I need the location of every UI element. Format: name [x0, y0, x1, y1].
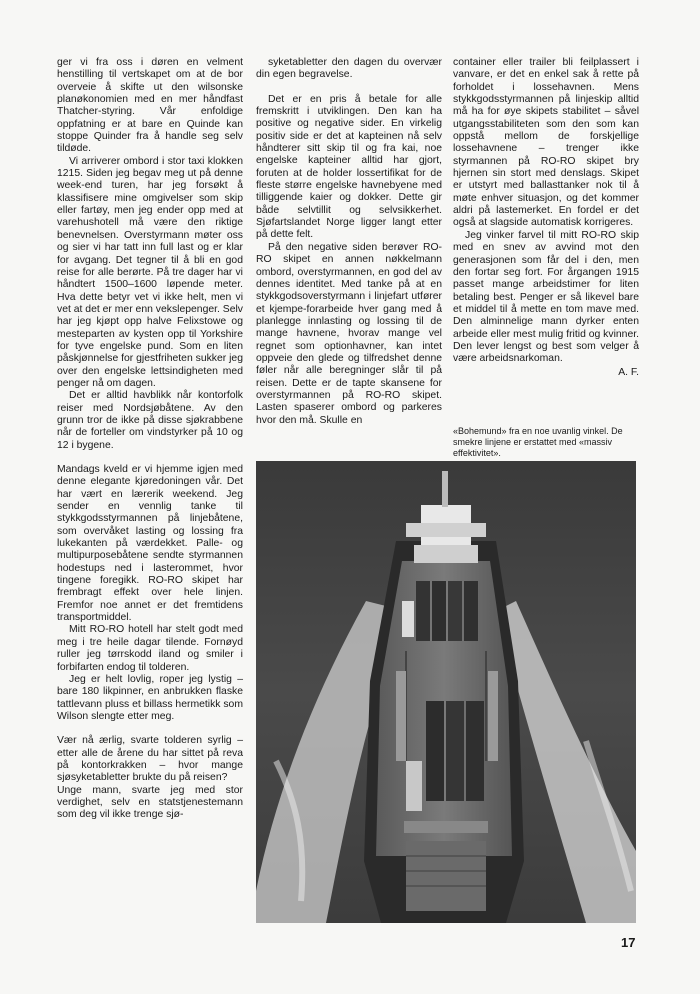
- paragraph: Mitt RO-RO hotell har stelt godt med meg i tre heile dagar tilende. Fornøyd ruller jeg tørrskodd iland og smiler i forbifarten endog til tolderen.: [57, 624, 243, 673]
- paragraph: På den negative siden berøver RO-RO skipet en annen nøkkelmann ombord, overstyrmannen, en god del av dennes identitet. Med tanke på at en stykkgodsoverstyrmann i linjefart utfører et kjempe-forarbeide hver gang med å planlegge innlasting og lossing til de mange havnene, hvorav mange vel regnet som optionhavner, kan intet oppveie den glede og tilfredshet denne føler når alle beregninger slår til på reisen. Dette er de tapte skansene for overstyrmannen på RO-RO skipet. Lasten spaserer ombord og parkeres hvor den må. Skulle en: [256, 241, 442, 426]
- paragraph: container eller trailer bli feilplassert i vanvare, er det en enkel sak å rette på forholdet i lossehavnen. Mens stykkgodsstyrmannen på linjeskip alltid må ha for øye skipets stabilitet – såvel utgangsstabiliteten som den som kan oppstå mellom de forskjellige lossehavnene – trenger ikke styrmannen på RO-RO skipet bry hjernen sin stort med denslags. Skipet er utstyrt med ballasttanker nok til å møte enhver situasjon, og det kommer aldri på lastemerket. En fordel er det også at slagside automatisk korrigeres.: [453, 57, 639, 229]
- paragraph: ger vi fra oss i døren en velment henstilling til vertskapet om at de bor overveie å skifte ut den wilsonske planøkonomien med en mer håndfast Thatcher-styring. Vår enfoldige oppfatning er at bare en Quinde kan stoppe Quinder fra å handle seg selv tildøde.: [57, 57, 243, 155]
- text-column-1: [57, 57, 243, 822]
- text-column-3: [453, 57, 639, 379]
- paragraph: Det er alltid havblikk når kontorfolk reiser med Nordsjøbåtene. Av den grunn tror de ikke på disse sjøkrabbene når de forteller om vindstyrker på 10 og 12 i bygene.: [57, 390, 243, 451]
- photo-caption: «Bohemund» fra en noe uvanlig vinkel. De smekre linjene er erstattet med «massiv effektivitet».: [453, 426, 623, 458]
- paragraph: Jeg vinker farvel til mitt RO-RO skip med en snev av avvind mot den generasjonen som får del i den, men den fortar seg fort. For årgangen 1915 passet mange arbeidstimer for liten betaling best. Penger er så likevel bare et middel til å mette en tom mave med. Den alminnelige mann dyrker enten arbeide eller mest mulig fritid og kvinner. Den lever lengst og best som velger å være arbeidsnarkoman.: [453, 229, 639, 365]
- paragraph: Unge mann, svarte jeg med stor verdighet, selv en statstjenestemann som deg vil ikke trenge sjø-: [57, 784, 243, 821]
- page-number: 17: [621, 935, 636, 950]
- paragraph: Det er en pris å betale for alle fremskritt i utviklingen. Den kan ha positive og negative sider. En virkelig positiv side er det at kapteinen nå selv håndterer sitt skip til og fra kai, noe engelske kapteiner alltid har gjort, foruten at de holder lossertifikat for de fleste større engelske havnebyene med tilliggende kaier og dokker. Dette gir både selvtillit og selvsikkerhet. Sjøfartslandet Norge ligger langt etter på dette felt.: [256, 93, 442, 241]
- ship-photo: [256, 461, 636, 923]
- paragraph: Vær nå ærlig, svarte tolderen syrlig – etter alle de årene du har sittet på reva på kontorkrakken – hvor mange sjøsyketabletter brukte du på reisen?: [57, 735, 243, 784]
- paragraph: Mandags kveld er vi hjemme igjen med denne elegante kjøredoningen vår. Det har vært en lærerik weekend. Jeg sender en vennlig tanke til stykkgodsstyrmannen på linjebåtene, som overvåket lasting og lossing fra lukekanten på værdekket. Palle- og multipurposebåtene sendte styrmannen hodestups ned i lasterommet, hvor tingene foregikk. RO-RO skipet har frembragt effekt over hele linjen. Fremfor noe annet er det fremtidens transportmiddel.: [57, 464, 243, 624]
- paragraph: Vi arriverer ombord i stor taxi klokken 1215. Siden jeg begav meg ut på denne week-end turen, har jeg forsøkt å klassifisere mine omgivelser som skip eller fartøy, men jeg ender opp med at varehushotell må være den riktige benevnelsen. Overstyrmann møter oss og sier vi har tatt inn full last og er klar for avgang. Det tegner til å bli en god reise for alle berørte. På tre dager har vi håndtert 1500–1600 løpende meter. Hva dette betyr vet vi ikke helt, men vi vet at det er mer enn vekslepenger. Selv har jeg kjøpt opp halve Felixstowe og mesteparten av kysten opp til Yorkshire for tyve engelske pund. Som en liten påskjønnelse for gjestfriheten sukker jeg over den engelske lettsindigheten med penger nå om dagen.: [57, 155, 243, 389]
- text-column-2: [256, 57, 442, 427]
- paragraph: Jeg er helt lovlig, roper jeg lystig – bare 180 likpinner, en anbrukken flaske tattlevann pluss et billass hermetikk som Wilson slengte etter meg.: [57, 673, 243, 722]
- paragraph: syketabletter den dagen du overvær din egen begravelse.: [256, 57, 442, 81]
- author-signature: A. F.: [618, 366, 639, 378]
